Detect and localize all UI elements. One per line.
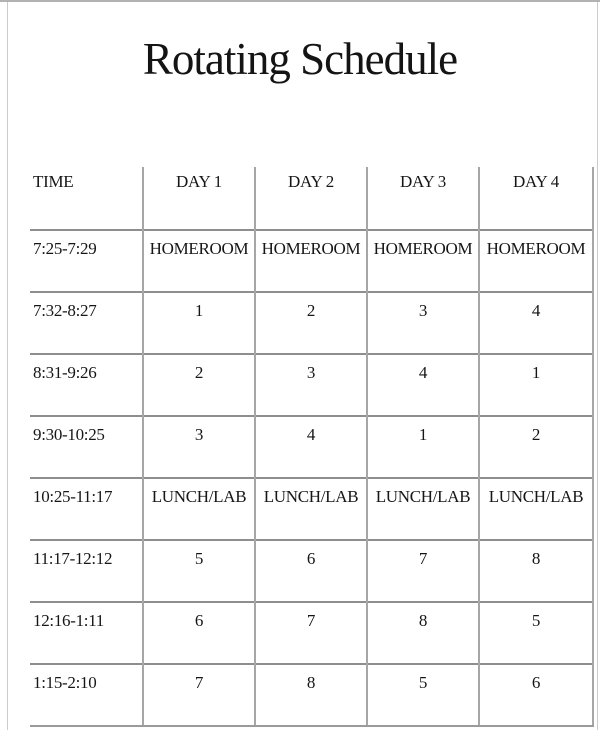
schedule-cell: 1 [143,292,255,354]
column-header-day-4: DAY 4 [479,167,593,230]
schedule-cell: 1 [479,354,593,416]
page-top-border [0,0,600,2]
time-cell: 1:15-2:10 [30,664,143,726]
schedule-cell: 7 [255,602,367,664]
column-header-day-2: DAY 2 [255,167,367,230]
table-row [30,416,593,478]
schedule-cell: 4 [479,292,593,354]
time-cell: 10:25-11:17 [30,478,143,540]
header-row [30,167,593,230]
schedule-cell: 8 [255,664,367,726]
table-row [30,230,593,292]
schedule-cell: 3 [367,292,479,354]
schedule-cell: 6 [143,602,255,664]
schedule-cell: 6 [479,664,593,726]
page-right-border [597,2,598,730]
schedule-cell: LUNCH/LAB [143,478,255,540]
schedule-cell: 2 [479,416,593,478]
schedule-cell: 4 [255,416,367,478]
schedule-cell: 3 [255,354,367,416]
schedule-cell: HOMEROOM [367,230,479,292]
table-row [30,292,593,354]
time-cell: 7:32-8:27 [30,292,143,354]
schedule-cell: HOMEROOM [479,230,593,292]
time-cell: 9:30-10:25 [30,416,143,478]
schedule-cell: 3 [143,416,255,478]
schedule-cell: 1 [367,416,479,478]
table-row [30,664,593,726]
page-left-border [7,2,8,730]
schedule-cell: 7 [367,540,479,602]
schedule-table [30,167,594,727]
schedule-cell: LUNCH/LAB [367,478,479,540]
schedule-cell: 6 [255,540,367,602]
schedule-cell: HOMEROOM [143,230,255,292]
time-cell: 12:16-1:11 [30,602,143,664]
time-cell: 8:31-9:26 [30,354,143,416]
table-row [30,602,593,664]
column-header-day-1: DAY 1 [143,167,255,230]
schedule-cell: 2 [255,292,367,354]
page-title: Rotating Schedule [142,34,458,84]
schedule-cell: 5 [479,602,593,664]
schedule-cell: 5 [367,664,479,726]
schedule-cell: 8 [367,602,479,664]
schedule-cell: 8 [479,540,593,602]
table-row [30,478,593,540]
schedule-cell: 4 [367,354,479,416]
schedule-cell: 2 [143,354,255,416]
schedule-cell: LUNCH/LAB [479,478,593,540]
table-row [30,540,593,602]
schedule-cell: HOMEROOM [255,230,367,292]
schedule-cell: 7 [143,664,255,726]
column-header-time: TIME [33,172,74,191]
time-cell: 7:25-7:29 [30,230,143,292]
column-header-day-3: DAY 3 [367,167,479,230]
table-row [30,354,593,416]
schedule-cell: 5 [143,540,255,602]
schedule-cell: LUNCH/LAB [255,478,367,540]
time-cell: 11:17-12:12 [30,540,143,602]
